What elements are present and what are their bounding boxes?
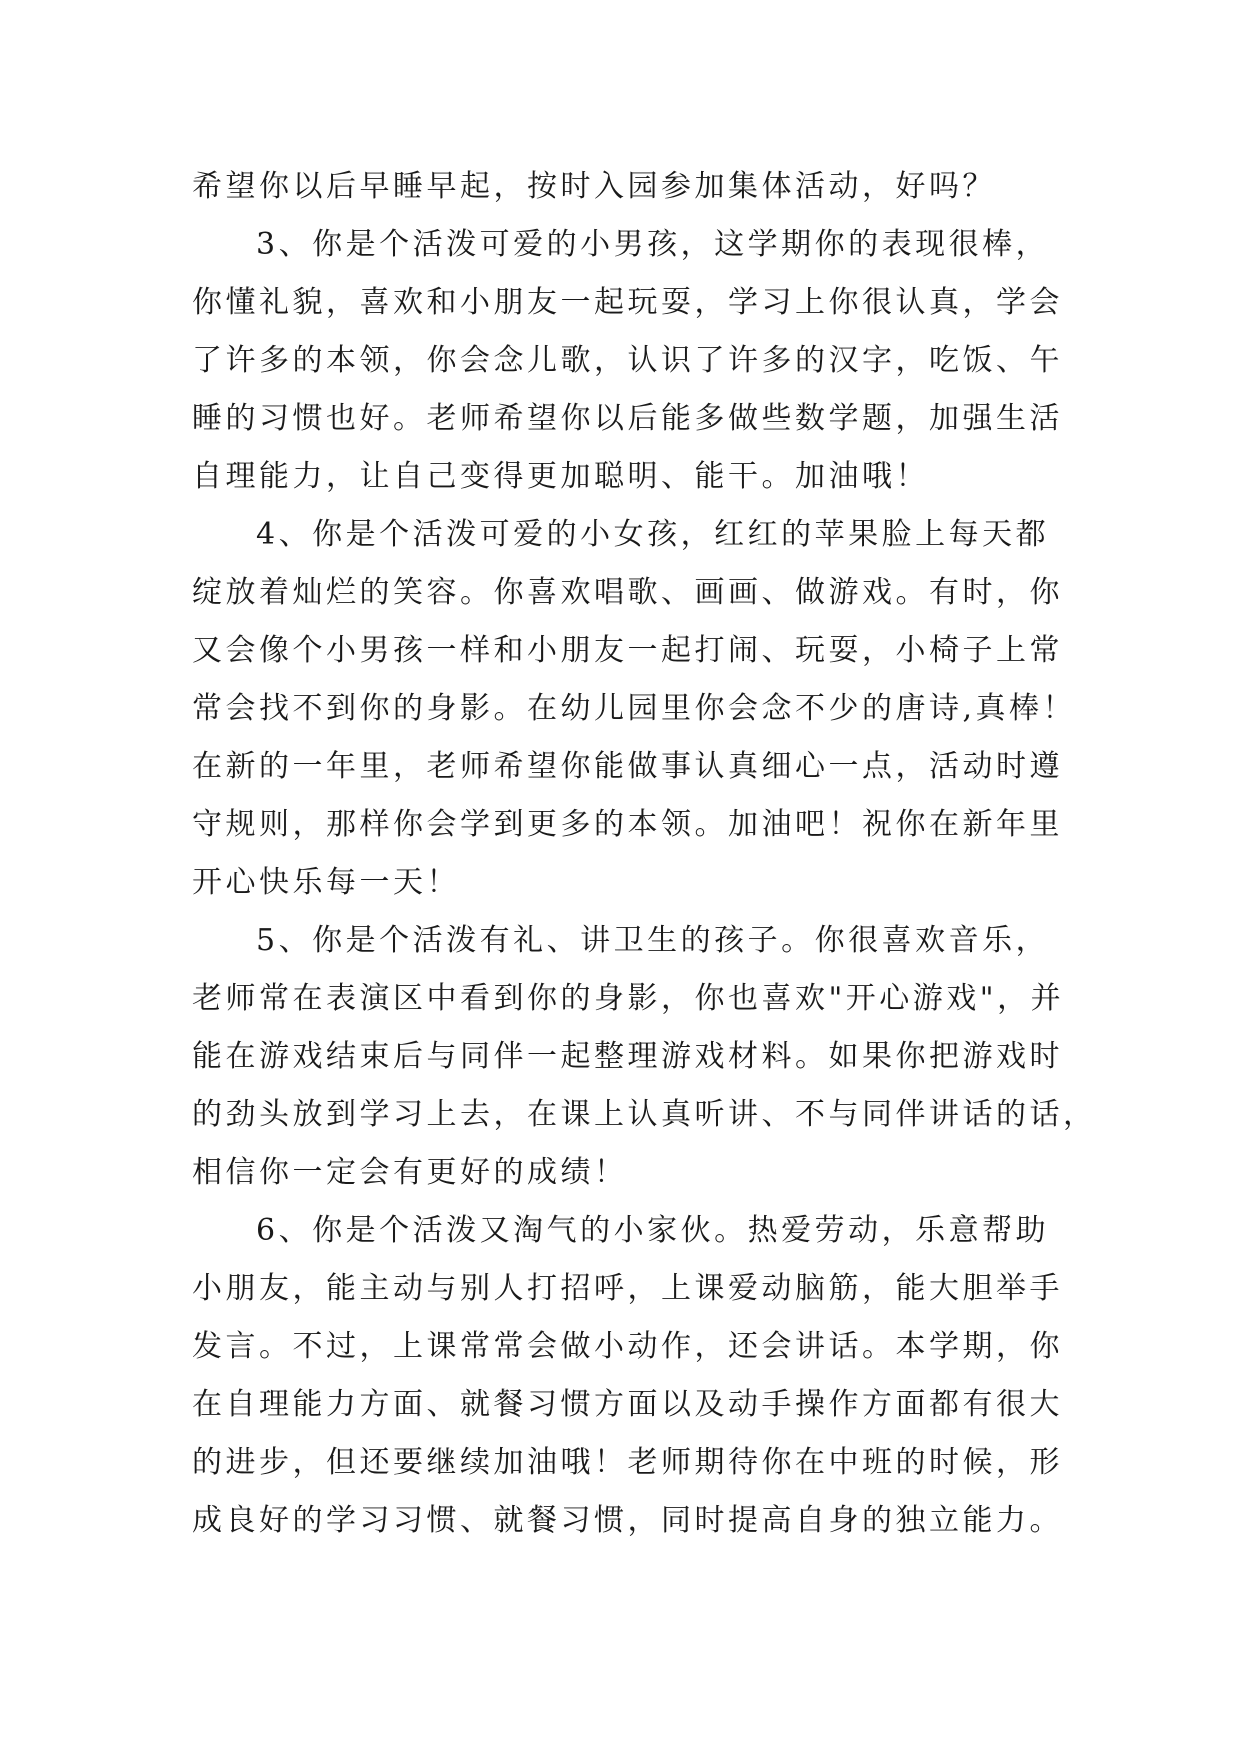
text-line: 在自理能力方面、就餐习惯方面以及动手操作方面都有很大	[192, 1387, 1063, 1422]
text-line: 发言。不过，上课常常会做小动作，还会讲话。本学期，你	[192, 1329, 1063, 1364]
text-line: 自理能力，让自己变得更加聪明、能干。加油哦！	[192, 459, 929, 494]
text-line: 的进步，但还要继续加油哦！老师期待你在中班的时候，形	[192, 1445, 1063, 1480]
text-line: 3、你是个活泼可爱的小男孩，这学期你的表现很棒，	[256, 227, 1050, 262]
text-line: 又会像个小男孩一样和小朋友一起打闹、玩耍，小椅子上常	[192, 633, 1063, 668]
text-line: 能在游戏结束后与同伴一起整理游戏材料。如果你把游戏时	[192, 1039, 1063, 1074]
text-line: 6、你是个活泼又淘气的小家伙。热爱劳动，乐意帮助	[256, 1213, 1050, 1248]
text-line: 在新的一年里，老师希望你能做事认真细心一点，活动时遵	[192, 749, 1063, 784]
text-line: 成良好的学习习惯、就餐习惯，同时提高自身的独立能力。	[192, 1503, 1063, 1538]
text-line: 希望你以后早睡早起，按时入园参加集体活动，好吗？	[192, 169, 996, 204]
text-line: 的劲头放到学习上去，在课上认真听讲、不与同伴讲话的话，	[192, 1097, 1097, 1132]
text-line: 绽放着灿烂的笑容。你喜欢唱歌、画画、做游戏。有时，你	[192, 575, 1063, 610]
text-line: 相信你一定会有更好的成绩！	[192, 1155, 628, 1190]
text-line: 开心快乐每一天！	[192, 865, 460, 900]
document-body	[192, 158, 1097, 1550]
text-line: 4、你是个活泼可爱的小女孩，红红的苹果脸上每天都	[256, 517, 1050, 552]
text-line: 守规则，那样你会学到更多的本领。加油吧！祝你在新年里	[192, 807, 1063, 842]
text-line: 睡的习惯也好。老师希望你以后能多做些数学题，加强生活	[192, 401, 1063, 436]
text-line: 5、你是个活泼有礼、讲卫生的孩子。你很喜欢音乐，	[256, 923, 1050, 958]
text-line: 小朋友，能主动与别人打招呼，上课爱动脑筋，能大胆举手	[192, 1271, 1063, 1306]
text-line: 老师常在表演区中看到你的身影，你也喜欢"开心游戏"，并	[192, 981, 1065, 1016]
text-line: 你懂礼貌，喜欢和小朋友一起玩耍，学习上你很认真，学会	[192, 285, 1063, 320]
text-line: 常会找不到你的身影。在幼儿园里你会念不少的唐诗,真棒！	[192, 691, 1077, 726]
text-line: 了许多的本领，你会念儿歌，认识了许多的汉字，吃饭、午	[192, 343, 1063, 378]
